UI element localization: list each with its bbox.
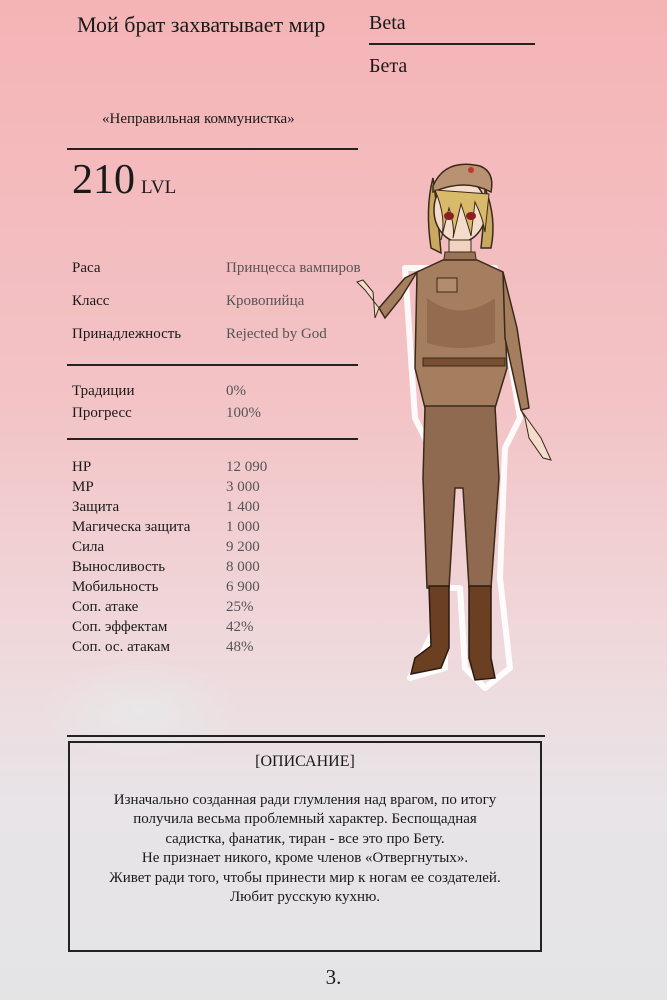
progress-label: Традиции bbox=[72, 383, 135, 399]
info-label: Класс bbox=[72, 293, 110, 309]
stat-value: 25% bbox=[226, 599, 254, 615]
progress-label: Прогресс bbox=[72, 405, 132, 421]
divider bbox=[67, 148, 358, 150]
stat-value: 6 900 bbox=[226, 579, 260, 595]
divider bbox=[67, 364, 358, 366]
stat-label: Магическа защита bbox=[72, 519, 191, 535]
stat-label: Выносливость bbox=[72, 559, 166, 575]
info-value: Принцесса вампиров bbox=[226, 260, 361, 276]
page-number: 3. bbox=[325, 965, 342, 989]
level-number: 210 bbox=[72, 157, 135, 203]
progress-value: 0% bbox=[226, 383, 246, 399]
stat-label: Сила bbox=[72, 539, 105, 555]
description-divider bbox=[67, 735, 545, 737]
stat-value: 1 400 bbox=[226, 499, 260, 515]
stat-value: 3 000 bbox=[226, 479, 260, 495]
stat-label: MP bbox=[72, 479, 94, 495]
description-line: Не признает никого, кроме членов «Отвергнутых». bbox=[141, 850, 469, 866]
name-divider bbox=[369, 43, 535, 45]
stat-value: 42% bbox=[226, 619, 254, 635]
description-line: Изначально созданная ради глумления над врагом, по итогу bbox=[113, 791, 497, 808]
description-line: получила весьма проблемный характер. Беспощадная bbox=[133, 811, 477, 827]
character-illustration bbox=[345, 148, 560, 696]
character-name-latin: Beta bbox=[369, 12, 406, 34]
description-heading: [ОПИСАНИЕ] bbox=[255, 753, 355, 770]
description-line: Любит русскую кухню. bbox=[229, 889, 381, 905]
stat-value: 9 200 bbox=[226, 539, 260, 555]
stat-label: Мобильность bbox=[72, 579, 159, 595]
level-display bbox=[72, 156, 176, 204]
character-name-cyrillic: Бета bbox=[369, 55, 408, 77]
stat-label: Соп. атаке bbox=[72, 599, 139, 615]
info-value: Кровопийца bbox=[226, 293, 305, 309]
stat-label: Защита bbox=[72, 499, 120, 515]
info-value: Rejected by God bbox=[226, 326, 327, 342]
description-line: Живет ради того, чтобы принести мир к ногам ее создателей. bbox=[109, 869, 501, 886]
info-label: Раса bbox=[72, 260, 101, 276]
series-title: Мой брат захватывает мир bbox=[77, 12, 326, 37]
progress-value: 100% bbox=[226, 405, 261, 421]
level-unit: LVL bbox=[141, 177, 177, 198]
description-box bbox=[68, 741, 542, 952]
stat-label: Соп. ос. атакам bbox=[72, 639, 170, 655]
stat-label: Соп. эффектам bbox=[72, 619, 168, 635]
stat-value: 12 090 bbox=[226, 459, 268, 475]
divider bbox=[67, 438, 358, 440]
stat-value: 1 000 bbox=[226, 519, 260, 535]
description-line: садистка, фанатик, тиран - все это про Бету. bbox=[165, 830, 445, 847]
stat-value: 48% bbox=[226, 639, 254, 655]
character-title: «Неправильная коммунистка» bbox=[102, 111, 295, 127]
stat-value: 8 000 bbox=[226, 559, 260, 575]
stat-label: HP bbox=[72, 459, 92, 475]
info-label: Принадлежность bbox=[72, 326, 182, 342]
